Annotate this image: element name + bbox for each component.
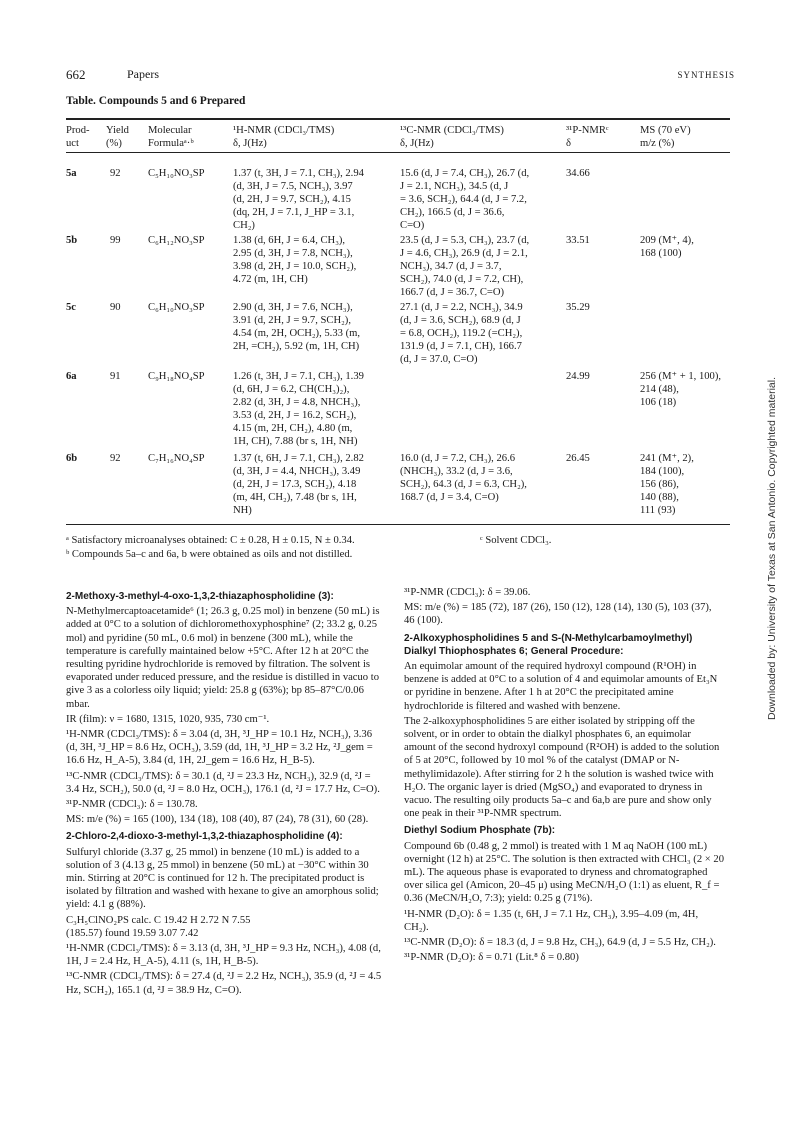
- row-31p-nmr: 34.66: [566, 168, 590, 179]
- header-yield: Yield (%): [106, 125, 129, 149]
- paragraph: ¹³C-NMR (CDCl₃/TMS): δ = 27.4 (d, ²J = 2.2 Hz, NCH₃), 35.9 (d, ²J = 4.5 Hz, SCH₂), 165.1 (d, ²J = 38.9 Hz, C=O).: [66, 971, 382, 996]
- paragraph: ³¹P-NMR (CDCl₃): δ = 130.78.: [66, 799, 198, 811]
- row-id: 6a: [66, 371, 77, 382]
- row-yield: 91: [110, 371, 121, 382]
- paragraph: ¹H-NMR (D₂O): δ = 1.35 (t, 6H, J = 7.1 Hz, CH₃), 3.95–4.09 (m, 4H, CH₂).: [404, 908, 699, 933]
- row-31p-nmr: 35.29: [566, 302, 590, 313]
- section-heading: Diethyl Sodium Phosphate (7b):: [404, 825, 556, 837]
- page-number: 662: [66, 67, 86, 82]
- section-heading: 2-Alkoxyphospholidines 5 and S-(N-Methylcarbamoylmethyl) Dialkyl Thiophosphates 6; General Procedure:: [404, 632, 693, 657]
- table-caption: Table. Compounds 5 and 6 Prepared: [66, 95, 246, 107]
- row-yield: 92: [110, 168, 121, 179]
- row-1h-nmr: 2.90 (d, 3H, J = 7.6, NCH₃), 3.91 (d, 2H, J = 9.7, SCH₂), 4.54 (m, 2H, OCH₂), 5.33 (m, 2H, =CH₂), 5.92 (m, 1H, CH): [233, 302, 360, 352]
- paragraph: C₃H₅ClNO₂PS calc. C 19.42 H 2.72 N 7.55 (185.57) found 19.59 3.07 7.42: [66, 914, 251, 939]
- paragraph: ³¹P-NMR (D₂O): δ = 0.71 (Lit.⁸ δ = 0.80): [404, 952, 579, 964]
- header-product: Prod- uct: [66, 125, 90, 149]
- row-1h-nmr: 1.37 (t, 6H, J = 7.1, CH₃), 2.82 (d, 3H, J = 4.4, NHCH₃), 3.49 (d, 2H, J = 17.3, SCH₂), 4.18 (m, 4H, CH₂), 7.48 (br s, 1H, NH): [233, 453, 364, 516]
- paragraph: ¹H-NMR (CDCl₃/TMS): δ = 3.13 (d, 3H, ³J_HP = 9.3 Hz, NCH₃), 4.08 (d, 1H, J = 2.4 Hz, H_A-5), 4.11 (s, 1H, H_B-5).: [66, 943, 381, 968]
- row-yield: 99: [110, 235, 121, 246]
- section-heading: 2-Methoxy-3-methyl-4-oxo-1,3,2-thiazaphospholidine (3):: [66, 591, 334, 602]
- row-formula: C₇H₁₆NO₄SP: [148, 453, 205, 464]
- section-title: Papers: [127, 67, 159, 81]
- paragraph: MS: m/e (%) = 165 (100), 134 (18), 108 (40), 87 (24), 78 (31), 60 (28).: [66, 814, 369, 826]
- paragraph: The 2-alkoxyphospholidines 5 are either isolated by stripping off the solvent, or in order to obtain the dialkyl phosphates 6, an equimolar amount of the second hydroxyl compound (R²OH) is added to the solution of 5 at 20°C, followed by 10 mol % of the catalyst (DMAP or N-methylimidazole). After stirring for 2 h the solution is washed twice with H₂O. The organic layer is dried (MgSO₄) and evaporated to dryness in vacuo. The resulting oily products 5a–c and 6a,b are pure and show only one peak in their ³¹P-NMR spectrum.: [404, 715, 720, 820]
- row-31p-nmr: 26.45: [566, 453, 590, 464]
- download-notice-text: Downloaded by: University of Texas at San Antonio. Copyrighted material.: [766, 377, 778, 720]
- section-heading: 2-Chloro-2,4-dioxo-3-methyl-1,3,2-thiazaphospholidine (4):: [66, 831, 343, 843]
- download-notice: [766, 160, 780, 720]
- row-ms: 209 (M⁺, 4), 168 (100): [640, 235, 694, 259]
- row-13c-nmr: 23.5 (d, J = 5.3, CH₃), 23.7 (d, J = 4.6, CH₃), 26.9 (d, J = 2.1, NCH₃), 34.7 (d, J = 3.7, SCH₂), 74.0 (d, J = 7.2, CH), 166.7 (d, J = 36.7, C=O): [400, 235, 530, 298]
- row-1h-nmr: 1.38 (d, 6H, J = 6.4, CH₃), 2.95 (d, 3H, J = 7.8, NCH₃), 3.98 (d, 2H, J = 10.0, SCH₂), 4.72 (m, 1H, CH): [233, 235, 357, 285]
- header-13c-nmr: ¹³C-NMR (CDCl₃/TMS) δ, J(Hz): [400, 125, 504, 149]
- row-id: 5a: [66, 168, 77, 179]
- paragraph: ¹³C-NMR (CDCl₃/TMS): δ = 30.1 (d, ²J = 23.3 Hz, NCH₃), 32.9 (d, ²J = 3.4 Hz, SCH₂), 50.0 (d, ²J = 8.0 Hz, OCH₃), 176.1 (d, ²J = 17.7 Hz, C=O).: [66, 770, 380, 795]
- right-column: [404, 586, 724, 966]
- row-1h-nmr: 1.26 (t, 3H, J = 7.1, CH₃), 1.39 (d, 6H, J = 6.2, CH(CH₃)₂), 2.82 (d, 3H, J = 4.8, NHCH₃), 3.53 (d, 2H, J = 16.2, SCH₂), 4.15 (m, 2H, CH₂), 4.80 (m, 1H, CH), 7.88 (br s, 1H, NH): [233, 371, 364, 447]
- row-ms: 241 (M⁺, 2), 184 (100), 156 (86), 140 (88), 111 (93): [640, 453, 694, 516]
- row-formula: C₆H₁₀NO₃SP: [148, 302, 205, 313]
- paragraph: ¹³C-NMR (D₂O): δ = 18.3 (d, J = 9.8 Hz, CH₃), 64.9 (d, J = 5.5 Hz, CH₂).: [404, 937, 716, 949]
- table-top-rule: [66, 118, 730, 120]
- header-1h-nmr: ¹H-NMR (CDCl₃/TMS) δ, J(Hz): [233, 125, 335, 149]
- footnote-b: ᵇ Compounds 5a–c and 6a, b were obtained as oils and not distilled.: [66, 549, 353, 560]
- paragraph: MS: m/e (%) = 185 (72), 187 (26), 150 (12), 128 (14), 130 (5), 103 (37), 46 (100).: [404, 602, 712, 627]
- journal-name: SYNTHESIS: [677, 70, 735, 80]
- paragraph: Sulfuryl chloride (3.37 g, 25 mmol) in benzene (10 mL) is added to a solution of 3 (4.13 g, 25 mmol) in benzene (50 mL) at −30°C within 30 min. Stirring at 20°C is continued for 12 h. The precipitated product is isolated by filtration and washed with hexane to give an amorphous solid; yield: 4.1 g (88%).: [66, 846, 379, 911]
- header-31p-nmr: ³¹P-NMRᶜ δ: [566, 125, 609, 149]
- row-yield: 92: [110, 453, 121, 464]
- row-id: 5c: [66, 302, 76, 313]
- row-13c-nmr: 16.0 (d, J = 7.2, CH₃), 26.6 (NHCH₃), 33.2 (d, J = 3.6, SCH₂), 64.3 (d, J = 6.3, CH₂), 168.7 (d, J = 3.4, C=O): [400, 453, 527, 503]
- table-bottom-rule: [66, 524, 730, 525]
- table-header-rule: [66, 152, 730, 153]
- paragraph: Compound 6b (0.48 g, 2 mmol) is treated with 1 M aq NaOH (100 mL) overnight (12 h) at 25°C. The solution is then extracted with CHCl₃ (2 × 20 mL). The aqueous phase is evaporated to dryness and chromatographed over silica gel (Amicon, 20–45 μ) using MeCN/H₂O (1:1) as eluent, R_f = 0.36 (MeCN/H₂O, 7:3); yield: 0.25 g (71%).: [404, 840, 725, 905]
- left-column: [66, 586, 386, 999]
- row-id: 6b: [66, 453, 78, 464]
- paragraph: N-Methylmercaptoacetamide⁶ (1; 26.3 g, 0.25 mol) in benzene (50 mL) is added at 0°C to a solution of dichloromethoxyphosphine⁷ (2; 33.2 g, 0.25 mol) and pyridine (50 mL, 0.6 mol) in benzene (300 mL), while the temperature is carefully maintained below +5°C. After 12 h at 20°C the resulting pyridine hydrochloride is removed by filtration. The solvent is evaporated under reduced pressure, and the residue is distilled in vacuo to give 3 as a colorless oily liquid; yield: 25.8 g (63%); bp 85–87°C/0.06 mbar.: [66, 606, 380, 710]
- paragraph: IR (film): ν = 1680, 1315, 1020, 935, 730 cm⁻¹.: [66, 713, 270, 725]
- paragraph: An equimolar amount of the required hydroxyl compound (R¹OH) in benzene is added at 0°C to a solution of 4 and equimolar amounts of Et₃N or pyridine in benzene. After 1 h at 20°C the precipitated amine hydrochloride is filtered and washed with benzene.: [404, 661, 718, 712]
- footnote-c: ᶜ Solvent CDCl₃.: [480, 535, 552, 546]
- paragraph: ¹H-NMR (CDCl₃/TMS): δ = 3.04 (d, 3H, ³J_HP = 10.1 Hz, NCH₃), 3.36 (d, 3H, ³J_HP = 8.6 Hz, OCH₃), 3.59 (dd, 1H, ³J_HP = 3.2 Hz, ²J_gem = 16.6 Hz, H_A-5), 3.84 (d, 1H, 2J_gem = 16.6 Hz, H_B-5).: [66, 729, 373, 767]
- row-13c-nmr: 27.1 (d, J = 2.2, NCH₃), 34.9 (d, J = 3.6, SCH₂), 68.9 (d, J = 6.8, OCH₂), 119.2 (=CH₂), 131.9 (d, J = 7.1, CH), 166.7 (d, J = 37.0, C=O): [400, 302, 523, 365]
- row-13c-nmr: 15.6 (d, J = 7.4, CH₃), 26.7 (d, J = 2.1, NCH₃), 34.5 (d, J = 3.6, SCH₂), 64.4 (d, J = 7.2, CH₂), 166.5 (d, J = 36.6, C=O): [400, 168, 530, 231]
- row-31p-nmr: 33.51: [566, 235, 590, 246]
- row-formula: C₉H₁₈NO₄SP: [148, 371, 205, 382]
- row-formula: C₅H₁₀NO₃SP: [148, 168, 205, 179]
- header-ms: MS (70 eV) m/z (%): [640, 125, 691, 149]
- header-formula: Molecular Formulaᵃ·ᵇ: [148, 125, 194, 149]
- row-id: 5b: [66, 235, 78, 246]
- row-31p-nmr: 24.99: [566, 371, 590, 382]
- paragraph: ³¹P-NMR (CDCl₃): δ = 39.06.: [404, 587, 531, 598]
- row-formula: C₆H₁₂NO₃SP: [148, 235, 205, 246]
- row-ms: 256 (M⁺ + 1, 100), 214 (48), 106 (18): [640, 371, 722, 408]
- row-1h-nmr: 1.37 (t, 3H, J = 7.1, CH₃), 2.94 (d, 3H, J = 7.5, NCH₃), 3.97 (d, 2H, J = 9.7, SCH₂), 4.15 (dq, 2H, J = 7.1, J_HP = 3.1, CH₂): [233, 168, 364, 231]
- footnote-a: ᵃ Satisfactory microanalyses obtained: C ± 0.28, H ± 0.15, N ± 0.34.: [66, 535, 355, 546]
- row-yield: 90: [110, 302, 121, 313]
